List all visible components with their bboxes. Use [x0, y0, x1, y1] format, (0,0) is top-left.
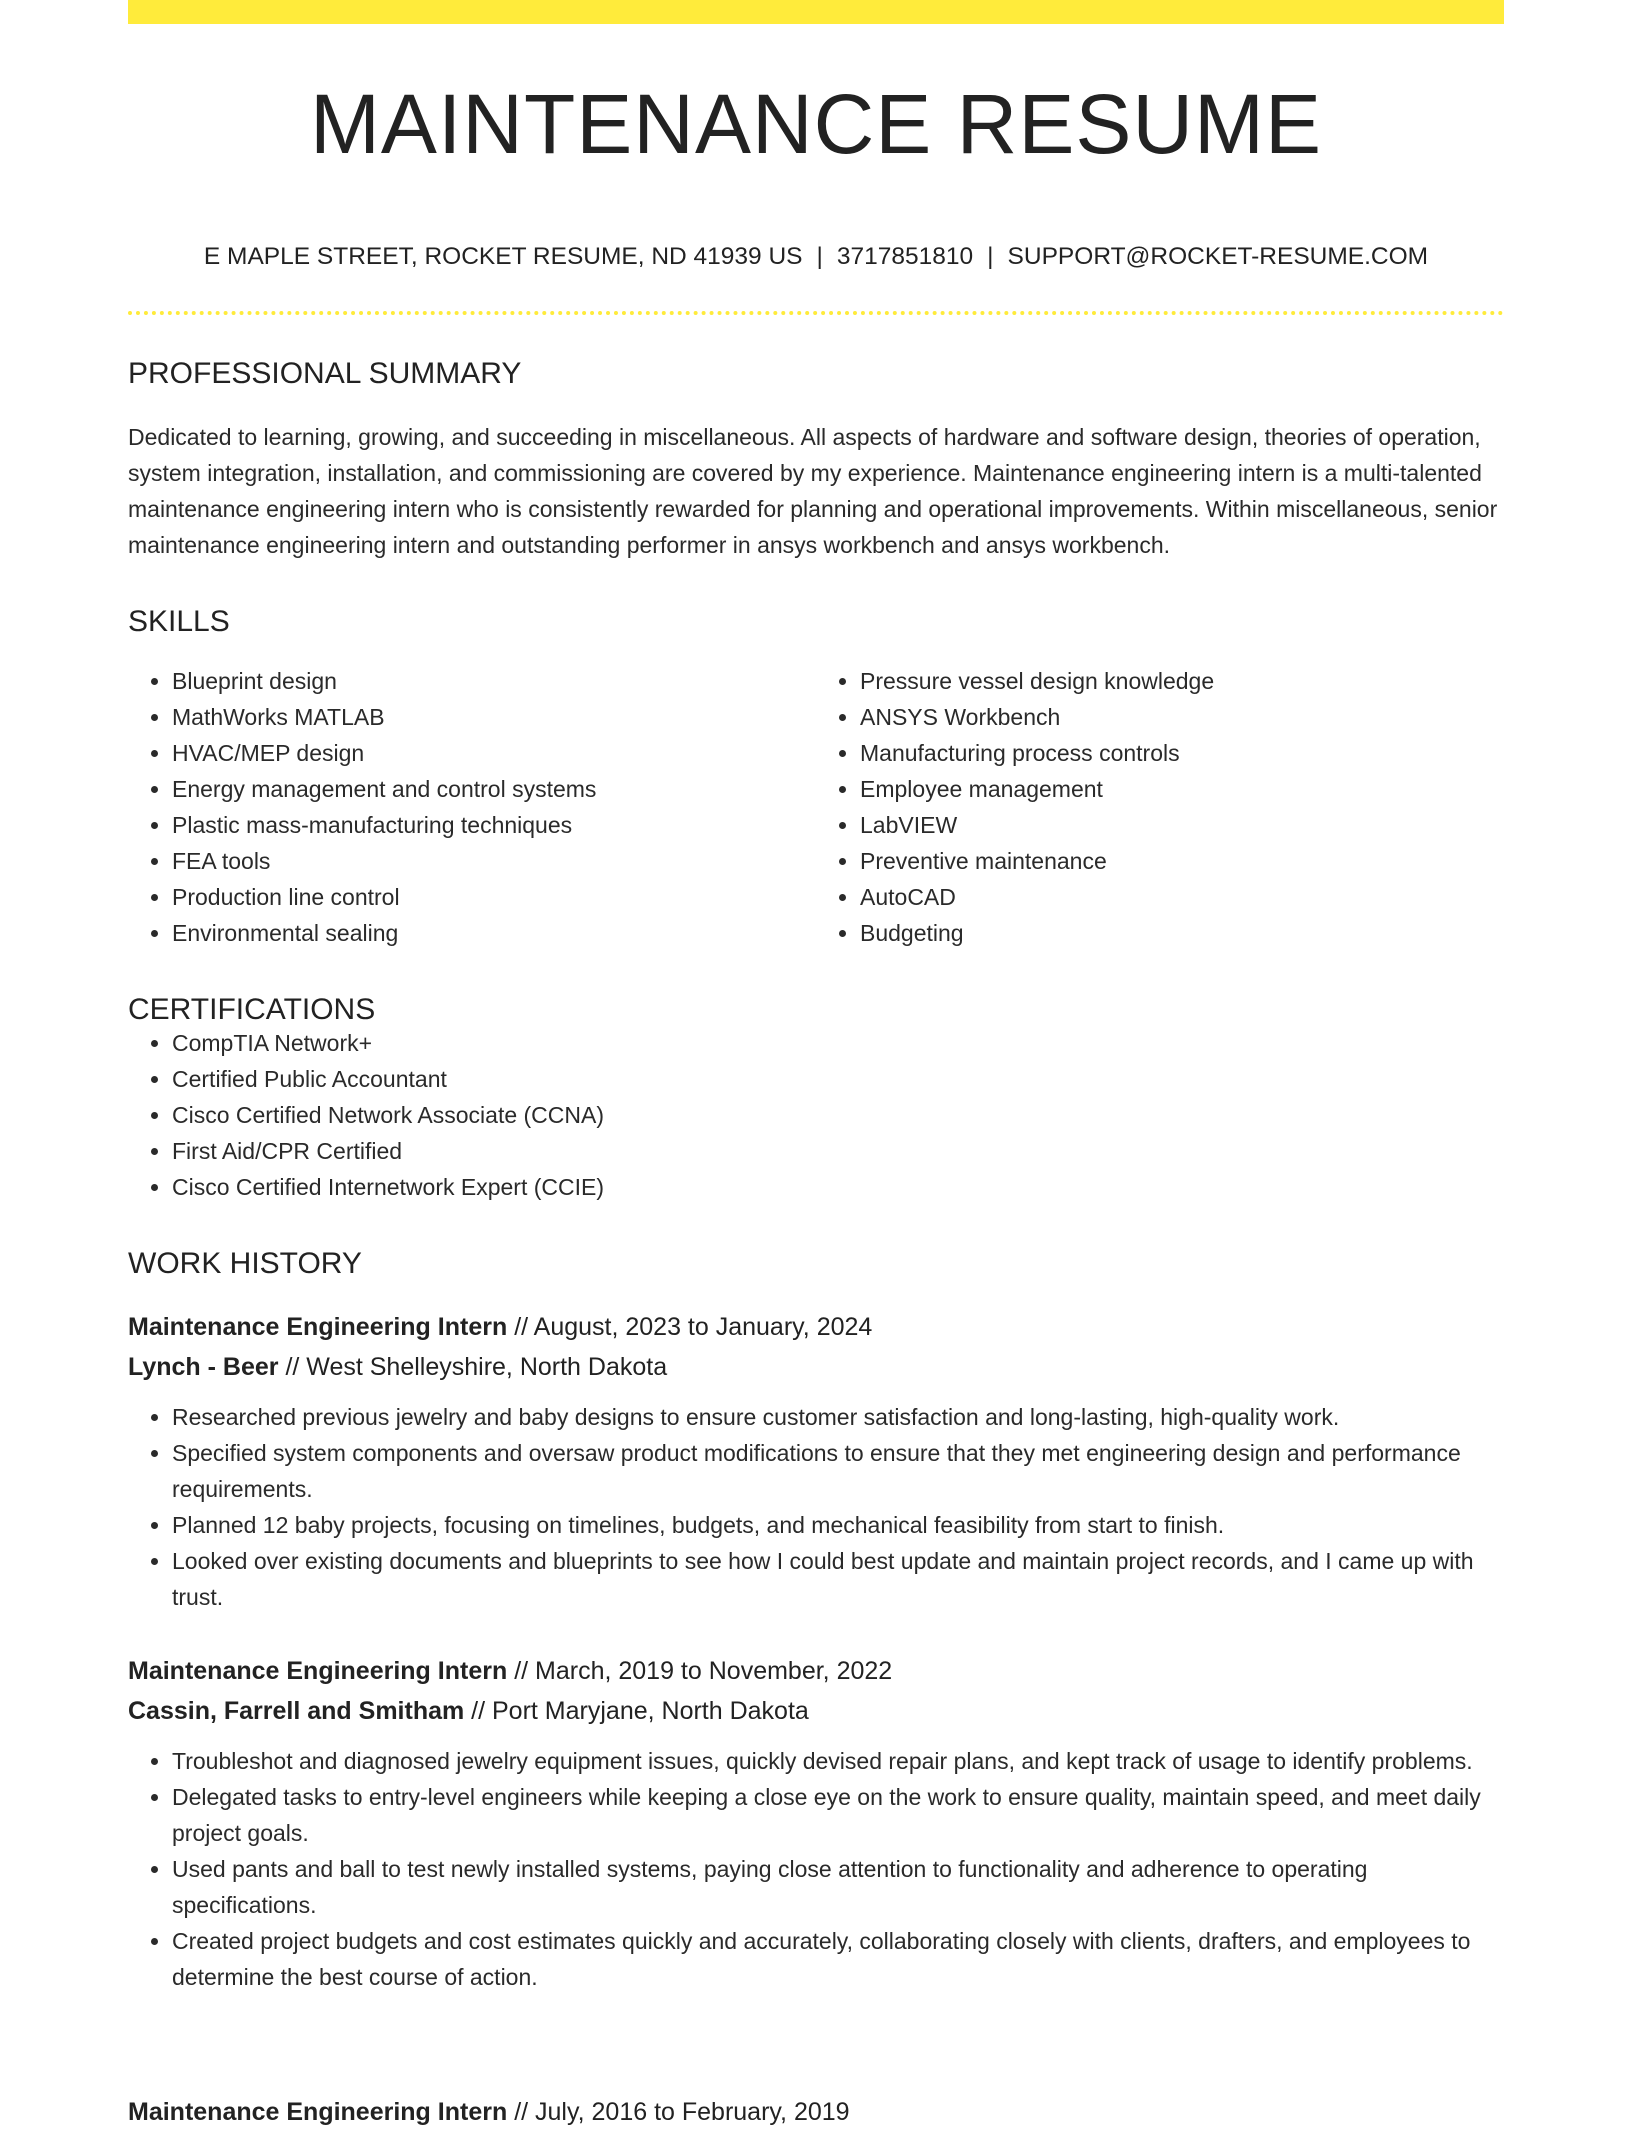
contact-email: SUPPORT@ROCKET-RESUME.COM: [1007, 243, 1429, 270]
skill-item: • AutoCAD: [860, 879, 1504, 915]
summary-text: Dedicated to learning, growing, and succeeding in miscellaneous. All aspects of hardware and software design, theories of operation, system integration, installation, and commissioning are covered by my experience. Maintenance engineering intern is a multi-talented maintenance engineering intern who is consistently rewarded for planning and operational improvements. Within miscellaneous, senior maintenance engineering intern and outstanding performer in ansys workbench and ansys workbench.: [128, 424, 1498, 559]
skill-item: • Preventive maintenance: [860, 843, 1504, 879]
skill-item: • ANSYS Workbench: [860, 699, 1504, 735]
certification-item: • CompTIA Network+: [172, 1025, 1504, 1061]
skill-item: • Production line control: [172, 879, 816, 915]
skill-item: • Plastic mass-manufacturing techniques: [172, 807, 816, 843]
contact-separator: |: [816, 243, 823, 270]
job-bullet: • Used pants and ball to test newly installed systems, paying close attention to functionality and adherence to operating specifications.: [172, 1851, 1504, 1923]
job-entry: [128, 1651, 1504, 1995]
job-dates: // July, 2016 to February, 2019: [514, 2098, 850, 2126]
certification-item: • Cisco Certified Internetwork Expert (CCIE): [172, 1169, 1504, 1205]
contact-phone: 3717851810: [836, 243, 974, 270]
job-dates: // August, 2023 to January, 2024: [514, 1313, 873, 1342]
job-bullets: [128, 1399, 1504, 1615]
job-title: Maintenance Engineering Intern: [128, 1313, 508, 1342]
top-accent-bar: [128, 0, 1504, 24]
job-location: // West Shelleyshire, North Dakota: [285, 1353, 668, 1382]
job-bullet: • Planned 12 baby projects, focusing on timelines, budgets, and mechanical feasibility from start to finish.: [172, 1507, 1504, 1543]
skills-heading: SKILLS: [128, 605, 230, 639]
job-company: Cassin, Farrell and Smitham: [128, 1697, 465, 1726]
job-bullet: • Created project budgets and cost estimates quickly and accurately, collaborating closely with clients, drafters, and employees to determine the best course of action.: [172, 1923, 1504, 1995]
skill-item: • HVAC/MEP design: [172, 735, 816, 771]
skill-item: • Pressure vessel design knowledge: [860, 663, 1504, 699]
contact-separator: |: [987, 243, 994, 270]
skills-list-right: [816, 663, 1504, 951]
skill-item: • Blueprint design: [172, 663, 816, 699]
job-bullets: [128, 1743, 1504, 1995]
skill-item: • Budgeting: [860, 915, 1504, 951]
summary-heading: PROFESSIONAL SUMMARY: [128, 357, 522, 391]
skill-item: • Energy management and control systems: [172, 771, 816, 807]
job-company: Lynch - Beer: [128, 1353, 279, 1382]
contact-line: [128, 242, 1504, 271]
job-title-line: [128, 1307, 1504, 1347]
job-company-line: [128, 1691, 1504, 1731]
skill-item: • Employee management: [860, 771, 1504, 807]
job-title: Maintenance Engineering Intern: [128, 1657, 508, 1686]
certification-item: • First Aid/CPR Certified: [172, 1133, 1504, 1169]
certification-item: • Cisco Certified Network Associate (CCNA): [172, 1097, 1504, 1133]
job-bullet: • Specified system components and oversaw product modifications to ensure that they met engineering design and performance requirements.: [172, 1435, 1504, 1507]
skill-item: • Manufacturing process controls: [860, 735, 1504, 771]
contact-address: E MAPLE STREET, ROCKET RESUME, ND 41939 US: [203, 243, 803, 270]
skill-item: • Environmental sealing: [172, 915, 816, 951]
job-company-line: [128, 1347, 1504, 1387]
job-location: // Port Maryjane, North Dakota: [471, 1697, 809, 1726]
certifications-heading: CERTIFICATIONS: [128, 993, 376, 1027]
skills-list-left: [128, 663, 816, 951]
certification-item: • Certified Public Accountant: [172, 1061, 1504, 1097]
work-history-heading: WORK HISTORY: [128, 1247, 362, 1281]
skill-item: • LabVIEW: [860, 807, 1504, 843]
dotted-divider: [128, 311, 1504, 315]
job-entry: [128, 1307, 1504, 1615]
skill-item: • FEA tools: [172, 843, 816, 879]
job-bullet: • Researched previous jewelry and baby designs to ensure customer satisfaction and long-lasting, high-quality work.: [172, 1399, 1504, 1435]
job-bullet: • Delegated tasks to entry-level engineers while keeping a close eye on the work to ensure quality, maintain speed, and meet daily project goals.: [172, 1779, 1504, 1851]
certifications-list: [128, 1025, 1504, 1205]
job-title: Maintenance Engineering Intern: [128, 2098, 508, 2126]
job-dates: // March, 2019 to November, 2022: [514, 1657, 893, 1686]
resume-title: MAINTENANCE RESUME: [309, 77, 1323, 171]
job-title-line-partial: [128, 2092, 850, 2132]
job-bullet: • Troubleshot and diagnosed jewelry equipment issues, quickly devised repair plans, and kept track of usage to identify problems.: [172, 1743, 1504, 1779]
resume-page: [128, 0, 1504, 1995]
job-title-line: [128, 1651, 1504, 1691]
skill-item: • MathWorks MATLAB: [172, 699, 816, 735]
job-bullet: • Looked over existing documents and blueprints to see how I could best update and maintain project records, and I came up with trust.: [172, 1543, 1504, 1615]
skills-grid: [128, 663, 1504, 951]
